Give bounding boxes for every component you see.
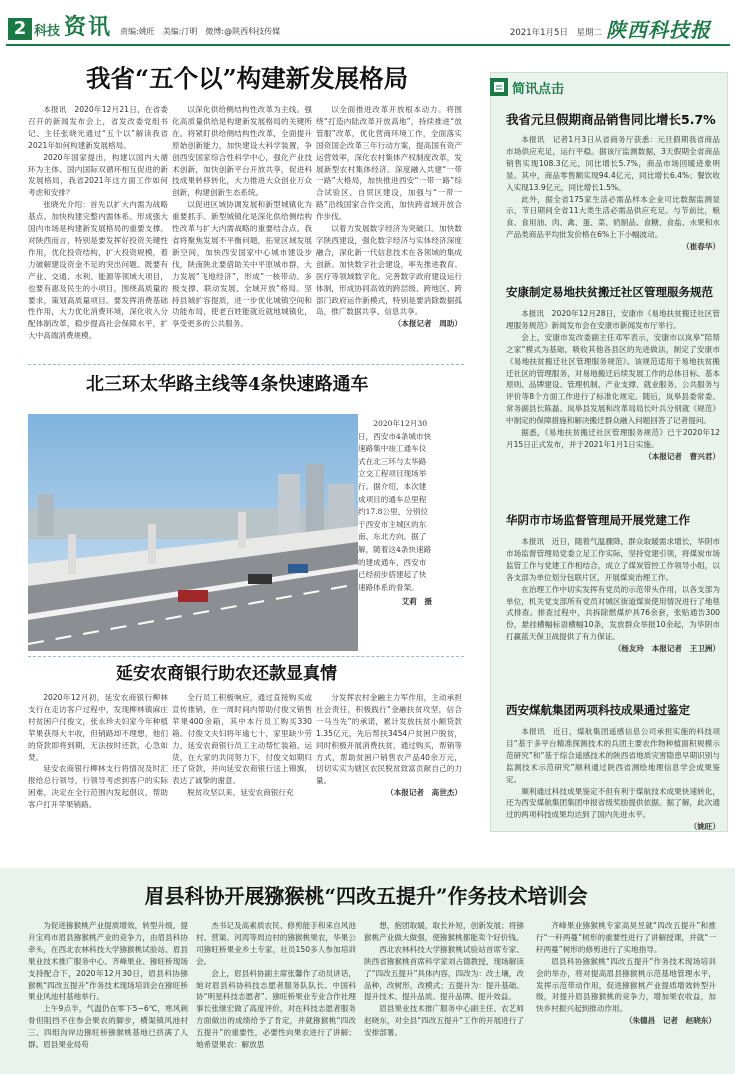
photo-caption [358, 418, 432, 609]
article-3-title: 眉县科协开展猕猴桃“四改五提升”作务技术培训会 [144, 884, 588, 908]
editors-line: 责编:姚旺 美编:汀明 微博:@陕西科技传媒 [120, 27, 281, 36]
section-label-small: 科技 [34, 24, 61, 39]
paragraph: 上午9点半，气温仍在零下5~6℃，寒风刺骨但阻挡不住参会果农的脚步，横渠镇风池村三、四组沟岸边猕旺桥猕猴桃基地已挤满了人群。眉县果业局苟 [28, 1004, 188, 1050]
brief-4-credit: （姚旺） [689, 822, 720, 832]
paragraph: 2020年国家提出，构建以国内大循环为主体、国内国际双循环相互促进的新发展格局，我省2021年这方面工作如何考虑和安排？ [28, 152, 168, 198]
paragraph: 顺利通过科技成果鉴定不但有利于煤航技术成果快速转化，还为西安煤航集团集团申报省级奖励提供依据。据了解，此次通过的两项科技成果均达到了国内先进水平。 [506, 786, 720, 820]
paragraph: 以深化供给侧结构性改革为主线。强化高质量供给是构建新发展格局的关键所在。将紧盯供给侧结构性改革，全面提升原始创新能力，加快建设大科学装置，争创西安国家综合性科学中心，强化产业技术创新，加快创新平台开放共享，促进科技成果转移转化，大力推进大众创业万众创新，构建创新生态系统。 [172, 105, 312, 198]
paragraph: 本报讯 2020年12月21日，在省委召开的新闻发布会上，省发改委党组书记、主任张晓光通过“五个以”解读我省2021年如何构建新发展格局。 [28, 105, 168, 150]
paragraph: 以着力发展数字经济为突破口。加快数字陕西建设，强化数字经济与实体经济深度融合，深化新一代信息技术在各领域的集成创新。加快数字社会建设，率先推进教育、医疗等领域数字化。完善数字政府建设运行体制，形成协同高效的跨层级、跨地区、跨部门政府运作新模式，特别是要消除数据孤岛，推广数据共享、信息共享。 [316, 224, 462, 317]
paragraph: 此外，据全省175家生活必需品样本企业可比数据监测显示，节日期间全省11大类生活必需品供应充足。与节前比，粮食、食用油、肉、禽、蛋、菜、奶制品、食糖、食盐、水果和水产品类商品平均批发价格在6%上下小幅波动。 [506, 194, 720, 240]
paragraph: 眉县果业技术推广服务中心副主任、农艺师赵晓东，对全县“四改五提升”工作的开展进行了安排部署。 [364, 1004, 524, 1038]
sidebar-header: 简讯点击 [512, 82, 565, 97]
article-2-column-1 [28, 692, 168, 811]
paragraph: 本报讯 近日，随着气温骤降，群众取暖需求增长，华阴市市场监督管理局党委立足工作实际，坚持党建引领，将煤炭市场监管工作与党建工作相结合，成立了煤炭管控工作领导小组，以各支部为单位划分包联片区，开展煤炭治理工作。 [506, 537, 720, 582]
highway-photo-illustration [28, 414, 358, 651]
masthead-logo: 陕西科技报 [606, 18, 711, 42]
paragraph: 眉县科协猕猴桃“四改五提升”作务技术现场培训会的举办，将对提高眉县猕猴桃示范基地管理水平，发挥示范带动作用，促进猕猴桃产业提质增效转型升级，对提升眉县猕猴桃的竞争力，增加果农收益，加快乡村振兴起到推动作用。 [536, 956, 716, 1014]
paragraph: 本报讯 记者1月3日从省商务厅获悉：元旦假期我省商品市场供应充足，运行平稳。据该厅监测数据，3天假期全省商品销售实现108.3亿元，同比增长5.7%，商品市场回暖迹象明显。其中，商品零售额实现94.4亿元，同比增长6.4%；餐饮收入实现13.9亿元，同比增长1.5%。 [506, 135, 720, 192]
paragraph: 全行员工积极响应，通过直接购买或宣传推销，在一周时间内帮助付俊文销售苹果400余箱，其中本行员工购买330箱。付俊文夫妇将年逾七十，家里缺少劳力，延安农商银行员工主动帮忙装箱、运货，在大家的共同努力下，付俊文如期归还了贷款，并向延安农商银行送上锦旗，表达了诚挚的谢意。 [172, 693, 312, 786]
paragraph: 本报讯 近日，煤航集团遥感信息公司承担实施的科技项目“基于多平台精准探测技术的兵团主要农作物种植面积规模示范研究”和“基于综合遥感技术的陕西省地质灾害隐患早期识别与监测技术示范研究”顺利通过陕西省测绘地理信息学会成果鉴定。 [506, 727, 720, 784]
article-1-credit: （本报记者 周助） [393, 319, 462, 329]
paragraph: 以促进区域协调发展和新型城镇化为重要抓手。新型城镇化是深化供给侧结构性改革与扩大内需战略的重要结合点。我省将聚焦发展不平衡问题，拓宽区域发展新空间，加快西安国家中心城市建设步伐，陕南陕北要借助关中平原城市群，大力发展“飞地经济”，形成“一核带动、多极支撑、联动发展、全域开放”格局。坚持县城扩容提质，进一步优化城镇空间和功能布局，使老百姓能就近就地城镇化，享受更多的公共服务。 [172, 200, 312, 329]
paragraph: 会上，安康市发改委副主任邓军表示，安康市以岚皋“陪帮之家”模式为基础，吸收其他各县区的先进做法，制定了安康市《易地扶贫搬迁社区管理服务规范》。该规范适用于易地扶贫搬迁社区的管理服务，对易地搬迁后续发展工作的总体目标、基本原则、品牌建设、管理机制、产业支撑、就业服务、公共服务与评价等8个方面工作进行了标准化规定。随后，岚皋县委常委、常务副县长陈磊、岚皋县发展和改革局局长叶兵分别就《规范》中制定的保障措施和解决搬迁群众融入问题回答了记者提问。 [506, 332, 720, 426]
article-3-column-3 [364, 920, 524, 1039]
caption-text: 2020年12月30日，西安市4条城市快速路集中竣工通车仪式在北三环与太华路立交工程项目现场举行。据介绍，本次建成项目的通车总里程约17.8公里，分别位于西安市主城区的东南、东北方向。据了解，随着这4条快速路的建成通车，西安市已经初步搭建起了快速路体系的骨架。 [358, 419, 432, 592]
highway-photo [28, 414, 358, 651]
article-3-column-2 [196, 920, 356, 1051]
brief-1-credit: （崔春华） [682, 242, 720, 252]
brief-icon [490, 78, 508, 96]
brief-3-body [506, 536, 720, 655]
article-3-credit: （朱德昌 记者 赵晓东） [624, 1016, 716, 1026]
brief-3-title: 华阴市市场监督管理局开展党建工作 [506, 513, 690, 527]
page-header [0, 0, 735, 50]
paragraph: 以全面推进改革开放根本动力。将围绕“打造内陆改革开放高地”，持续推进“放管服”改革，优化营商环境工作，全面落实国资国企改革三年行动方案，提高国有资产运营效率，深化农村集体产权制度改革，发展新型农村集体经济。深度融入共建“一带一路”大格局，加快推进西安“一带一路”综合试验区、自贸区建设，加强与“一带一路”沿线国家合作交流，加快跨省域开放合作步伐。 [316, 105, 462, 222]
paragraph: 在治理工作中切实发挥有党员的示范带头作用，以各支部为单位，机关党支部所有党员对城区街道煤炭使用情况进行了地毯式排查。排查过程中，共拆除燃煤炉具76余套，张贴通告300份，悬挂横幅标语横幅10条，发放群众举报10余起，为华阴市打赢蓝天保卫战提供了有力保证。 [506, 584, 720, 642]
paragraph: 为促进猕猴桃产业提质增效，转型升级，提升宝鸡市眉县猕猴桃产业的竞争力，由眉县科协牵头，在西北农林科技大学猕猴桃试验站、眉县果业技术推广服务中心、齐峰果业、猕旺桥现场支持配合下，2020年12月30日，眉县科协猕猴桃“四改五提升”作务技术现场培训会在猕旺桥果业风池村基地举行。 [28, 921, 188, 1002]
divider [28, 656, 464, 657]
brief-4-title: 西安煤航集团两项科技成果通过鉴定 [506, 703, 690, 717]
article-3-column-1 [28, 920, 188, 1051]
article-1-column-3 [316, 104, 462, 330]
paragraph: 延安农商银行柳林支行将情况及时汇报给总行领导，行领导考虑到客户的实际困难，决定在全行范围内发起倡议，帮助客户打开苹果销路。 [28, 764, 168, 810]
article-2-credit: （本报记者 高世杰） [386, 788, 462, 798]
divider [28, 364, 464, 365]
paragraph: 西北农林科技大学猕猴桃试验站首席专家、陕西省猕猴桃首席科学家刘占德教授，现场解读了“四改五提升”具体内容，四改为：改土壤，改品种，改树形，改模式；五提升为：提升基础、提升技术、提升品质、提升品牌、提升效益。 [364, 944, 524, 1002]
issue-date: 2021年1月5日 星期二 [510, 28, 602, 38]
article-3-column-4 [536, 920, 716, 1027]
paragraph: 张晓光介绍：首先以扩大内需为战略基点。加快构建完整内需体系、形成强大国内市场是构建新发展格局的重要支撑。对陕西而言，特别是要发挥好投资关键性作用，优化投资结构，扩大投资规模，着力破解建设资金不足的突出问题。既要有产业、交通、水利、能源等领域大项目，也要有惠及民生的小项目，围绕高质量的要求，策划高质量项目。要发挥消费基础性作用，大力优化消费环境，深化收入分配体制改革，稳步提高社会保障水平，扩大中高端消费规模。 [28, 200, 168, 341]
paragraph: 脱贫攻坚以来，延安农商银行充 [187, 788, 294, 798]
header-rule [6, 44, 730, 46]
brief-4-body [506, 726, 720, 833]
paragraph: 会上，眉县科协副主席张馨作了动员讲话，她对眉县科协科技志愿者服务队队长、中国科协“明星科技志愿者”、猕旺桥果业专业合作社理事长张继宏做了高度评价，对在科技志愿者服务方面做出的成绩给予了肯定，并就猕猴桃“四改五提升”的重要性，必要性向果农进行了讲解；她希望果农：解放思 [196, 968, 356, 1050]
brief-2-title: 安康制定易地扶贫搬迁社区管理服务规范 [506, 285, 713, 299]
paragraph: 齐峰果业猕猴桃专家高昊昱就“四改五提升”和推行“一秆两蔓”树形的重要性进行了讲解授课，并就“一秆两蔓”树形的修剪进行了实地指导。 [536, 921, 716, 954]
article-2-title: 延安农商银行助农还款显真情 [116, 664, 337, 684]
photo-credit: 艾莉 摄 [401, 597, 432, 607]
article-2-column-2 [172, 692, 312, 799]
article-2-column-3 [316, 692, 462, 799]
photo-news-title: 北三环太华路主线等4条快速路通车 [86, 374, 369, 395]
section-label-big: 资讯 [64, 15, 113, 40]
paragraph: 分发挥农村金融主力军作用，主动承担社会责任，积极践行“金融扶贫攻坚，信合一马当先”的承诺，累计发放扶贫小额贷款1.35亿元，先后帮扶3454户贫困户脱贫，同时积极开展消费扶贫，通过购买，帮销等方式，帮助贫困户销售农产品40余万元，切切实实为辖区农民脱贫致富贡献自己的力量。 [316, 693, 462, 786]
brief-1-body [506, 134, 720, 253]
paragraph: 据悉，《易地扶贫搬迁社区管理服务规范》已于2020年12月15日正式发布，并于2021年1月1日实施。 [506, 428, 720, 449]
brief-2-credit: （本报记者 曹兴君） [644, 451, 720, 461]
page-number: 2 [8, 18, 32, 40]
article-1-column-2 [172, 104, 312, 330]
brief-3-credit: （杨友玲 本报记者 王卫洲） [613, 644, 720, 654]
paragraph: 2020年12月初，延安农商银行柳林支行在走访客户过程中，发现柳林镇麻庄村贫困户付俊文，张永珍夫妇家今年种植苹果获得大丰收，但销路却不理想，他们的贷款即将到期，无法按时还款，心急如焚。 [28, 693, 168, 762]
brief-1-title: 我省元旦假期商品销售同比增长5.7% [506, 112, 716, 127]
paragraph: 杰书记及高素质农民、修剪能手和来自风池村、营渠、河湾等周边村的猕猴桃果农，华果公司猕旺桥果业乡土专家，社员150多人参加培训会。 [196, 921, 356, 966]
article-1-column-1 [28, 104, 168, 342]
article-1-title: 我省“五个以”构建新发展格局 [86, 64, 409, 93]
paragraph: 本报讯 2020年12月28日，安康市《易地扶贫搬迁社区管理服务规范》新闻发布会在安康市新闻发布厅举行。 [506, 309, 720, 330]
brief-2-body [506, 308, 720, 463]
paragraph: 想，抱团取暖，取长补短，创新发展；将猕猴桃产业做大做强，使猕猴桃都能卖个好价钱。 [364, 921, 524, 942]
